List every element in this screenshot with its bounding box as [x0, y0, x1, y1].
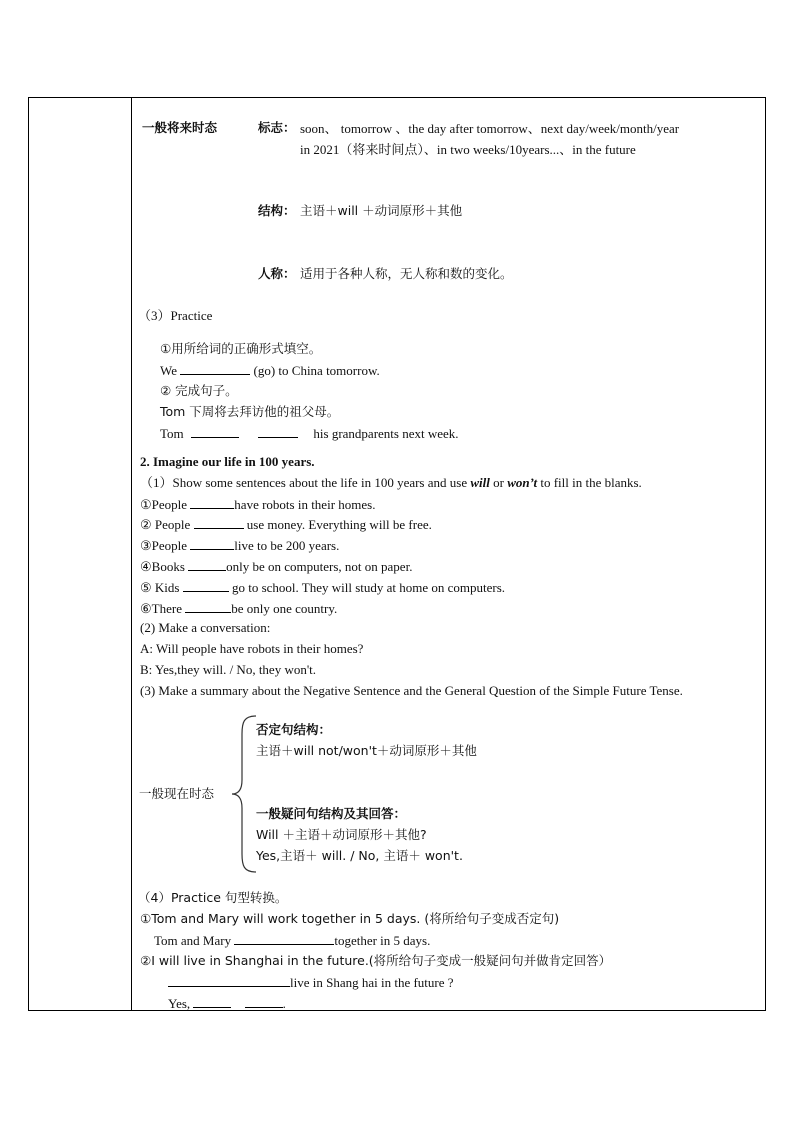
- summary-left-label: 一般现在时态: [139, 786, 215, 801]
- answer-blank[interactable]: [180, 362, 250, 375]
- q2-answer-suffix: live in Shang hai in the future ?: [290, 975, 454, 990]
- item-prefix: People: [151, 538, 188, 553]
- practice3-q2: [160, 425, 459, 442]
- practice4-q2: ②I will live in Shanghai in the future.(将所给句子变成一般疑问句并做肯定回答）: [140, 953, 612, 968]
- section2-intro: [140, 475, 642, 491]
- item-prefix: Books: [151, 559, 185, 574]
- fill-item: [140, 516, 432, 533]
- item-number: ④: [140, 559, 152, 574]
- practice3-q2-chinese: Tom 下周将去拜访他的祖父母。: [160, 404, 340, 419]
- answer-blank[interactable]: [185, 600, 231, 613]
- answer-blank[interactable]: [191, 425, 239, 438]
- signal-words-line2: in 2021（将来时间点）、in two weeks/10years...、in the future: [300, 142, 636, 157]
- item-number: ③: [140, 538, 152, 553]
- practice4-q1: ①Tom and Mary will work together in 5 days. (将所给句子变成否定句): [140, 911, 560, 926]
- item-prefix: There: [151, 601, 182, 616]
- signal-label: 标志：: [258, 120, 296, 135]
- practice3-q2-instruction: ② 完成句子。: [160, 383, 238, 398]
- answer-blank[interactable]: [190, 537, 234, 550]
- item-number: ①: [140, 497, 152, 512]
- q1-answer-suffix: together in 5 days.: [334, 933, 431, 948]
- item-number: ⑤: [140, 580, 152, 595]
- intro-end: to fill in the blanks.: [537, 475, 642, 490]
- practice4-title: （4）Practice 句型转换。: [138, 890, 288, 905]
- item-suffix: go to school. They will study at home on computers.: [228, 580, 506, 595]
- structure-label: 结构：: [258, 203, 296, 218]
- item-suffix: use money. Everything will be free.: [243, 517, 432, 532]
- intro-text: （1）Show some sentences about the life in 100 years and use: [140, 475, 471, 490]
- structure-text: 主语＋will ＋动词原形＋其他: [300, 203, 463, 218]
- section-title: 一般将来时态: [142, 120, 218, 135]
- item-suffix: live to be 200 years.: [234, 538, 340, 553]
- person-text: 适用于各种人称，无人称和数的变化。: [300, 266, 513, 281]
- practice4-q2-answer: [168, 974, 454, 991]
- answer-blank[interactable]: [245, 995, 283, 1008]
- practice4-q2-yes: [168, 995, 286, 1012]
- conversation-a: A: Will people have robots in their homes?: [140, 641, 364, 656]
- answer-blank[interactable]: [188, 558, 226, 571]
- answer-blank[interactable]: [234, 932, 334, 945]
- item-number: ②: [140, 517, 152, 532]
- yes-prefix: Yes,: [168, 996, 191, 1011]
- negative-title: 否定句结构：: [256, 722, 332, 737]
- fill-item: [140, 600, 337, 617]
- fill-item: [140, 558, 412, 575]
- answer-blank[interactable]: [183, 579, 229, 592]
- item-suffix: only be on computers, not on paper.: [226, 559, 413, 574]
- answer-blank[interactable]: [194, 516, 244, 529]
- answer-blank[interactable]: [190, 496, 234, 509]
- fill-item: [140, 496, 375, 513]
- answer-blank[interactable]: [258, 425, 298, 438]
- item-number: ⑥: [140, 601, 152, 616]
- signal-words-line1: soon、 tomorrow 、the day after tomorrow、next day/week/month/year: [300, 121, 680, 136]
- q1-prefix: We: [160, 363, 177, 378]
- person-label: 人称：: [258, 266, 296, 281]
- question-answer: Yes,主语＋ will. / No, 主语＋ won't.: [256, 848, 463, 863]
- question-structure: Will ＋主语＋动词原形＋其他?: [256, 827, 427, 842]
- q1-answer-prefix: Tom and Mary: [154, 933, 232, 948]
- conversation-b: B: Yes,they will. / No, they won't.: [140, 662, 317, 677]
- item-prefix: People: [151, 517, 191, 532]
- intro-wont: won’t: [507, 475, 538, 490]
- item-prefix: Kids: [151, 580, 180, 595]
- table-frame: [28, 97, 766, 1011]
- summary-title: (3) Make a summary about the Negative Sentence and the General Question of the Simple Future Tense.: [140, 683, 683, 698]
- practice4-q1-answer: [154, 932, 430, 949]
- yes-end: .: [282, 996, 286, 1011]
- column-divider: [131, 97, 132, 1011]
- question-title: 一般疑问句结构及其回答：: [256, 806, 407, 821]
- conversation-title: (2) Make a conversation:: [140, 620, 271, 635]
- answer-blank[interactable]: [168, 974, 290, 987]
- answer-blank[interactable]: [193, 995, 231, 1008]
- practice3-q1-instruction: ①用所给词的正确形式填空。: [160, 341, 322, 356]
- item-suffix: have robots in their homes.: [234, 497, 376, 512]
- section2-title: 2. Imagine our life in 100 years.: [140, 454, 315, 469]
- negative-structure: 主语＋will not/won't＋动词原形＋其他: [256, 743, 477, 758]
- q2-suffix: his grandparents next week.: [313, 426, 459, 441]
- intro-or: or: [489, 475, 508, 490]
- q1-suffix: (go) to China tomorrow.: [253, 363, 380, 378]
- fill-item: [140, 537, 339, 554]
- item-suffix: be only one country.: [231, 601, 338, 616]
- practice3-q1: [160, 362, 380, 379]
- fill-item: [140, 579, 505, 596]
- item-prefix: People: [151, 497, 188, 512]
- practice3-title: （3）Practice: [138, 308, 213, 323]
- q2-prefix: Tom: [160, 426, 184, 441]
- intro-will: will: [470, 475, 490, 490]
